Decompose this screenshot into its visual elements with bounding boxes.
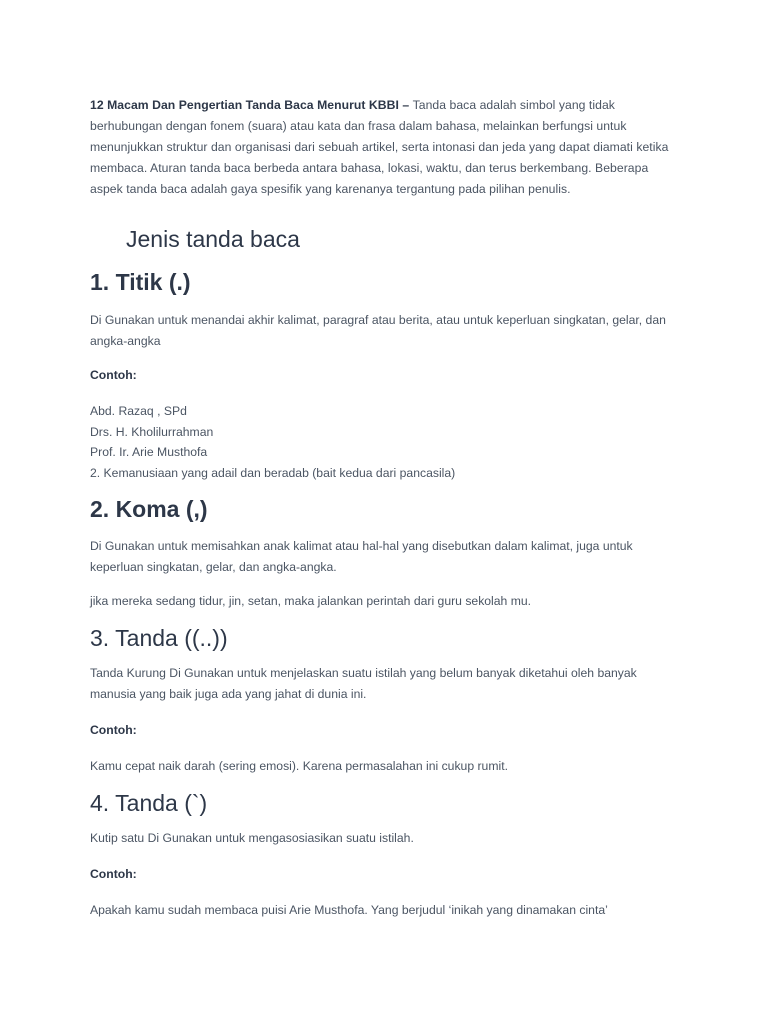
- intro-paragraph: [90, 95, 680, 200]
- section-4-example: Apakah kamu sudah membaca puisi Arie Musthofa. Yang berjudul ‘inikah yang dinamakan cinta’: [90, 903, 608, 917]
- section-3-desc: Tanda Kurung Di Gunakan untuk menjelaskan suatu istilah yang belum banyak diketahui oleh banyak manusia yang baik juga ada yang jahat di dunia ini.: [90, 666, 637, 701]
- section-heading: Jenis tanda baca: [126, 226, 300, 252]
- section-1-title: 1. Titik (.): [90, 269, 191, 295]
- section-4-title: 4. Tanda (`): [90, 790, 208, 816]
- section-1-example-label: Contoh:: [90, 368, 137, 382]
- list-item: Drs. H. Kholilurrahman: [90, 424, 214, 439]
- list-item: Abd. Razaq , SPd: [90, 404, 187, 418]
- section-2-desc: Di Gunakan untuk memisahkan anak kalimat atau hal-hal yang disebutkan dalam kalimat, juga untuk keperluan singkatan, gelar, dan angka-angka.: [90, 539, 633, 574]
- section-2-example: jika mereka sedang tidur, jin, setan, maka jalankan perintah dari guru sekolah mu.: [90, 594, 532, 608]
- list-item: 2. Kemanusiaan yang adail dan beradab (bait kedua dari pancasila): [90, 465, 456, 480]
- document-body: [90, 95, 680, 917]
- section-1-example-list: [90, 401, 455, 483]
- intro-text: Tanda baca adalah simbol yang tidak berhubungan dengan fonem (suara) atau kata dan frasa dalam bahasa, melainkan berfungsi untuk menunjukkan struktur dan organisasi dari sebuah artikel, serta intonasi dan jeda yang dapat diamati ketika membaca. Aturan tanda baca berbeda antara bahasa, lokasi, waktu, dan terus berkembang. Beberapa aspek tanda baca adalah gaya spesifik yang karenanya tergantung pada pilihan penulis.: [90, 98, 669, 196]
- intro-lead: 12 Macam Dan Pengertian Tanda Baca Menurut KBBI: [90, 98, 399, 112]
- section-3-example-label: Contoh:: [90, 723, 137, 737]
- list-item: Prof. Ir. Arie Musthofa: [90, 445, 208, 459]
- section-3-title: 3. Tanda ((..)): [90, 625, 228, 651]
- section-4-example-label: Contoh:: [90, 867, 137, 881]
- section-2-title: 2. Koma (,): [90, 496, 208, 522]
- intro-dash: –: [398, 98, 413, 112]
- section-4-desc: Kutip satu Di Gunakan untuk mengasosiasikan suatu istilah.: [90, 831, 414, 845]
- section-3-example: Kamu cepat naik darah (sering emosi). Karena permasalahan ini cukup rumit.: [90, 759, 508, 773]
- section-1-desc: Di Gunakan untuk menandai akhir kalimat, paragraf atau berita, atau untuk keperluan singkatan, gelar, dan angka-angka: [90, 313, 666, 348]
